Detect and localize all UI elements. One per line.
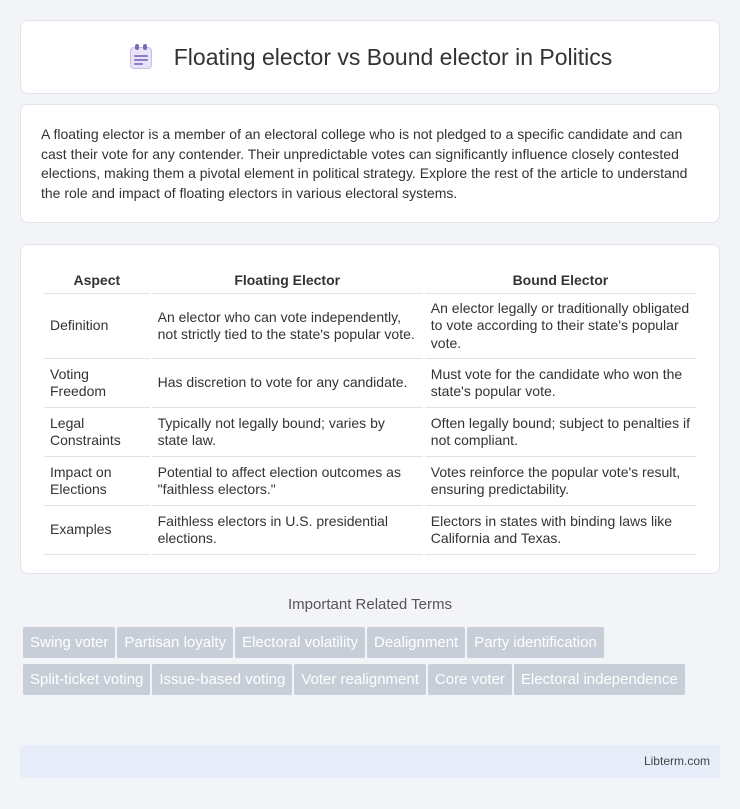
related-terms-list bbox=[23, 627, 723, 701]
row-aspect: Legal Constraints bbox=[44, 408, 150, 457]
row-aspect: Impact on Elections bbox=[44, 457, 150, 506]
page-title: Floating elector vs Bound elector in Politics bbox=[173, 43, 613, 70]
related-term-tag[interactable]: Electoral independence bbox=[514, 664, 685, 695]
related-terms-title: Important Related Terms bbox=[288, 596, 452, 613]
row-bound: An elector legally or traditionally obligated to vote according to their state's popular vote. bbox=[425, 294, 696, 359]
row-aspect: Voting Freedom bbox=[44, 359, 150, 408]
row-floating: Has discretion to vote for any candidate. bbox=[152, 359, 423, 408]
table-row bbox=[44, 359, 696, 408]
table-header-row bbox=[44, 265, 696, 294]
footer-link[interactable]: Libterm.com bbox=[643, 754, 710, 768]
related-term-tag[interactable]: Electoral volatility bbox=[235, 627, 365, 658]
title-wrap bbox=[128, 44, 613, 71]
intro-text: A floating elector is a member of an electoral college who is not pledged to a specific candidate and can cast their vote for any contender. Their unpredictable votes can significantly influence closely contested elections, making them a pivotal element in political strategy. Explore the rest of the article to understand the role and impact of floating electors in various electoral systems. bbox=[41, 126, 688, 201]
table-row bbox=[44, 457, 696, 506]
row-bound: Often legally bound; subject to penalties if not compliant. bbox=[425, 408, 696, 457]
related-term-tag[interactable]: Swing voter bbox=[23, 627, 115, 658]
row-bound: Votes reinforce the popular vote's result, ensuring predictability. bbox=[425, 457, 696, 506]
footer bbox=[20, 745, 720, 778]
row-floating: Potential to affect election outcomes as "faithless electors." bbox=[152, 457, 423, 506]
related-term-tag[interactable]: Voter realignment bbox=[294, 664, 426, 695]
header-bound: Bound Elector bbox=[425, 265, 696, 294]
table-row bbox=[44, 506, 696, 555]
related-term-tag[interactable]: Party identification bbox=[467, 627, 604, 658]
row-aspect: Examples bbox=[44, 506, 150, 555]
comparison-table bbox=[42, 265, 698, 555]
table-row bbox=[44, 294, 696, 359]
intro-card bbox=[20, 104, 720, 223]
related-term-tag[interactable]: Partisan loyalty bbox=[117, 627, 233, 658]
row-bound: Electors in states with binding laws like California and Texas. bbox=[425, 506, 696, 555]
row-floating: Faithless electors in U.S. presidential elections. bbox=[152, 506, 423, 555]
related-term-tag[interactable]: Core voter bbox=[428, 664, 512, 695]
title-card bbox=[20, 20, 720, 94]
related-term-tag[interactable]: Split-ticket voting bbox=[23, 664, 150, 695]
row-floating: An elector who can vote independently, not strictly tied to the state's popular vote. bbox=[152, 294, 423, 359]
header-floating: Floating Elector bbox=[152, 265, 423, 294]
calendar-icon bbox=[128, 44, 154, 70]
table-row bbox=[44, 408, 696, 457]
related-term-tag[interactable]: Issue-based voting bbox=[152, 664, 292, 695]
row-floating: Typically not legally bound; varies by state law. bbox=[152, 408, 423, 457]
header-aspect: Aspect bbox=[44, 265, 150, 294]
row-bound: Must vote for the candidate who won the state's popular vote. bbox=[425, 359, 696, 408]
row-aspect: Definition bbox=[44, 294, 150, 359]
related-term-tag[interactable]: Dealignment bbox=[367, 627, 465, 658]
comparison-card bbox=[20, 244, 720, 574]
